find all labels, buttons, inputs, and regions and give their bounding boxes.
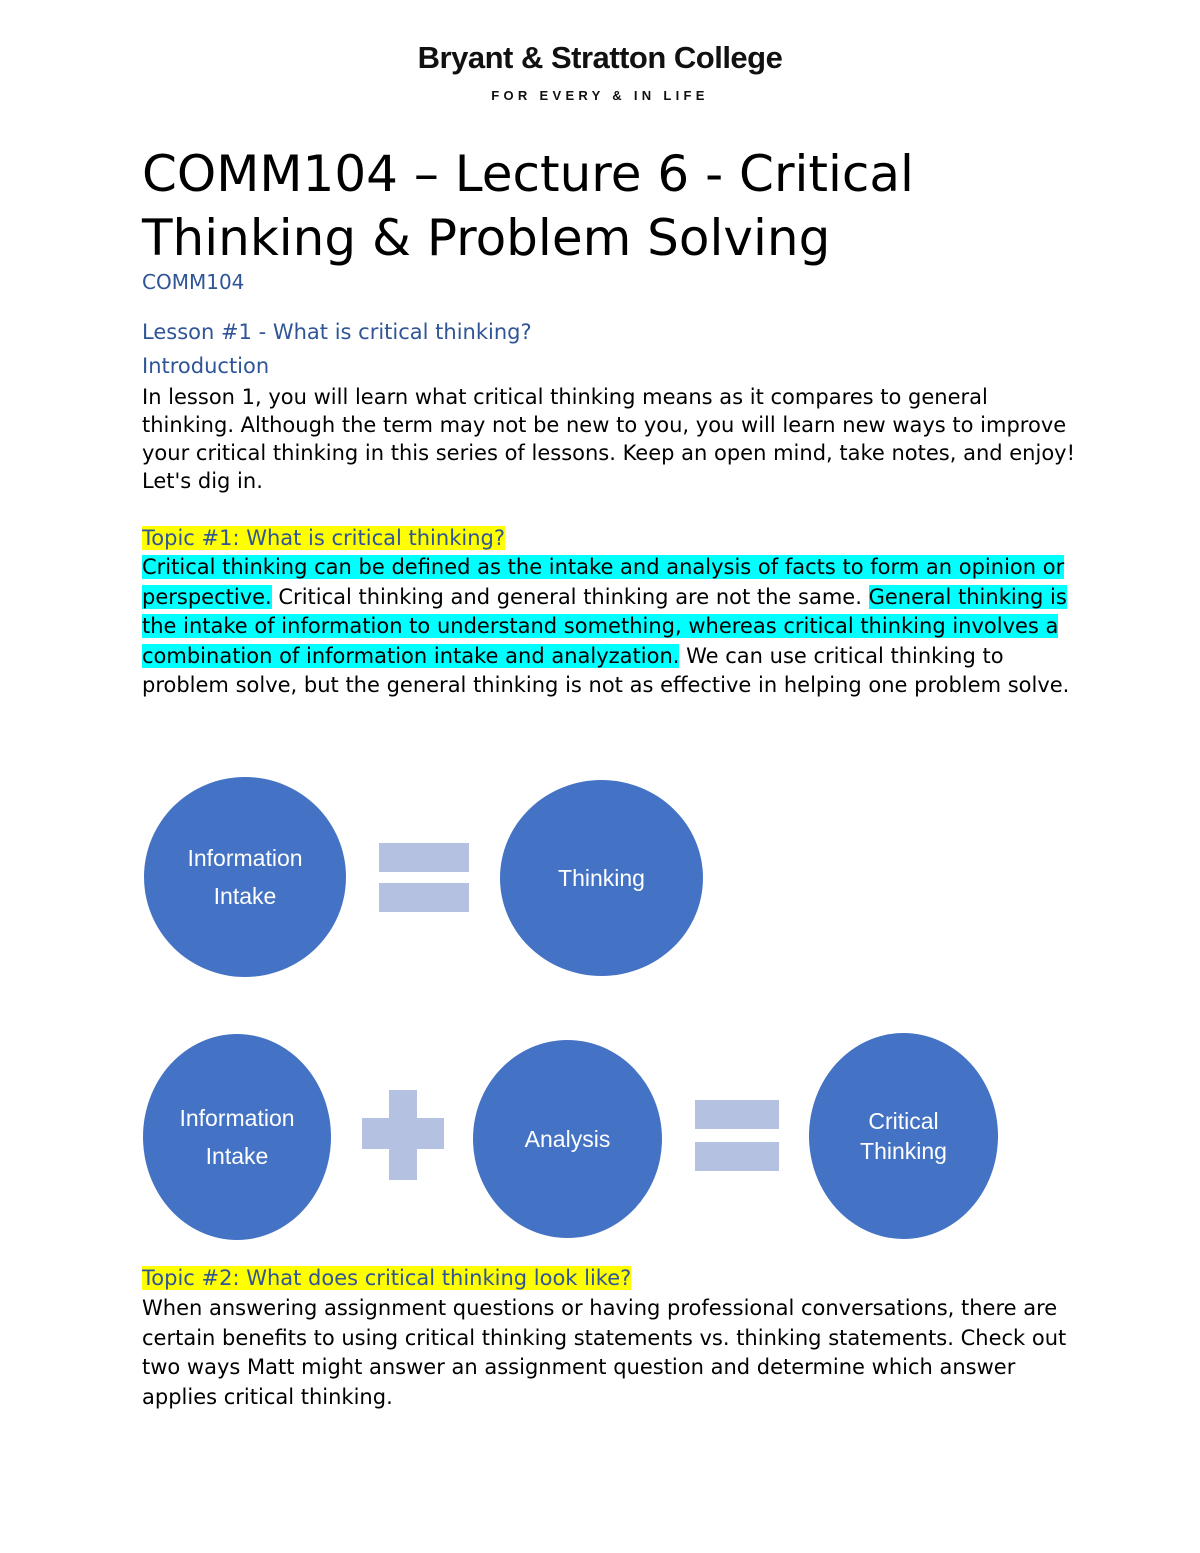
page-title [142,142,1102,270]
circle-analysis [473,1040,662,1238]
circle-label: Analysis [524,1126,611,1152]
circle-label-line1: Information [187,845,303,871]
lesson-heading: Lesson #1 - What is critical thinking? [142,320,532,344]
circle-critical-thinking [809,1033,998,1239]
circle-information-intake-2 [143,1034,331,1240]
topic-2-heading-text: Topic #2: What does critical thinking look like? [142,1266,632,1290]
title-line-1: COMM104 – Lecture 6 - Critical [142,145,914,203]
circle-label: Thinking [558,865,645,891]
topic-1-text-b: We can use critical thinking to problem solve, but the general thinking is not as effective in helping one problem solve. [142,643,1070,698]
course-subtitle: COMM104 [142,270,245,294]
college-logo-tagline: FOR EVERY & IN LIFE [491,88,709,103]
introduction-paragraph: In lesson 1, you will learn what critical thinking means as it compares to general thinking. Although the term may not be new to you, you will learn new ways to improve your critical thinking in this series of lessons. Keep an open mind, take notes, and enjoy! Let's dig in. [142,385,1076,493]
topic-2-heading [142,1264,631,1292]
circle-label-line2: Intake [205,1143,269,1169]
topic-1-highlight-comparison: General thinking is the intake of information to understand something, whereas critical thinking involves a combination of information intake and analyzation. [142,584,1067,668]
circle-label-line2: Intake [213,883,277,909]
college-logo-name: Bryant & Stratton College [417,40,783,75]
circle-information-intake [144,777,346,977]
topic-1-heading [142,524,505,552]
topic-1-text-a: Critical thinking and general thinking are not the same. [271,584,869,609]
circle-label-line1: Information [179,1105,295,1131]
introduction-heading: Introduction [142,354,270,378]
circle-label-line1: Critical [868,1108,939,1134]
circle-label-line2: Thinking [860,1138,947,1164]
topic-1-paragraph [142,553,1082,701]
topic-1-highlight-definition: Critical thinking can be defined as the intake and analysis of facts to form an opinion or perspective. [142,555,1065,609]
circle-thinking [500,780,703,976]
topic-1-heading-text: Topic #1: What is critical thinking? [142,526,505,550]
topic-2-paragraph: When answering assignment questions or having professional conversations, there are certain benefits to using critical thinking statements vs. thinking statements. Check out two ways Matt might answer an assignment question and determine which answer applies critical thinking. [142,1296,1067,1409]
title-line-2: Thinking & Problem Solving [142,209,831,267]
